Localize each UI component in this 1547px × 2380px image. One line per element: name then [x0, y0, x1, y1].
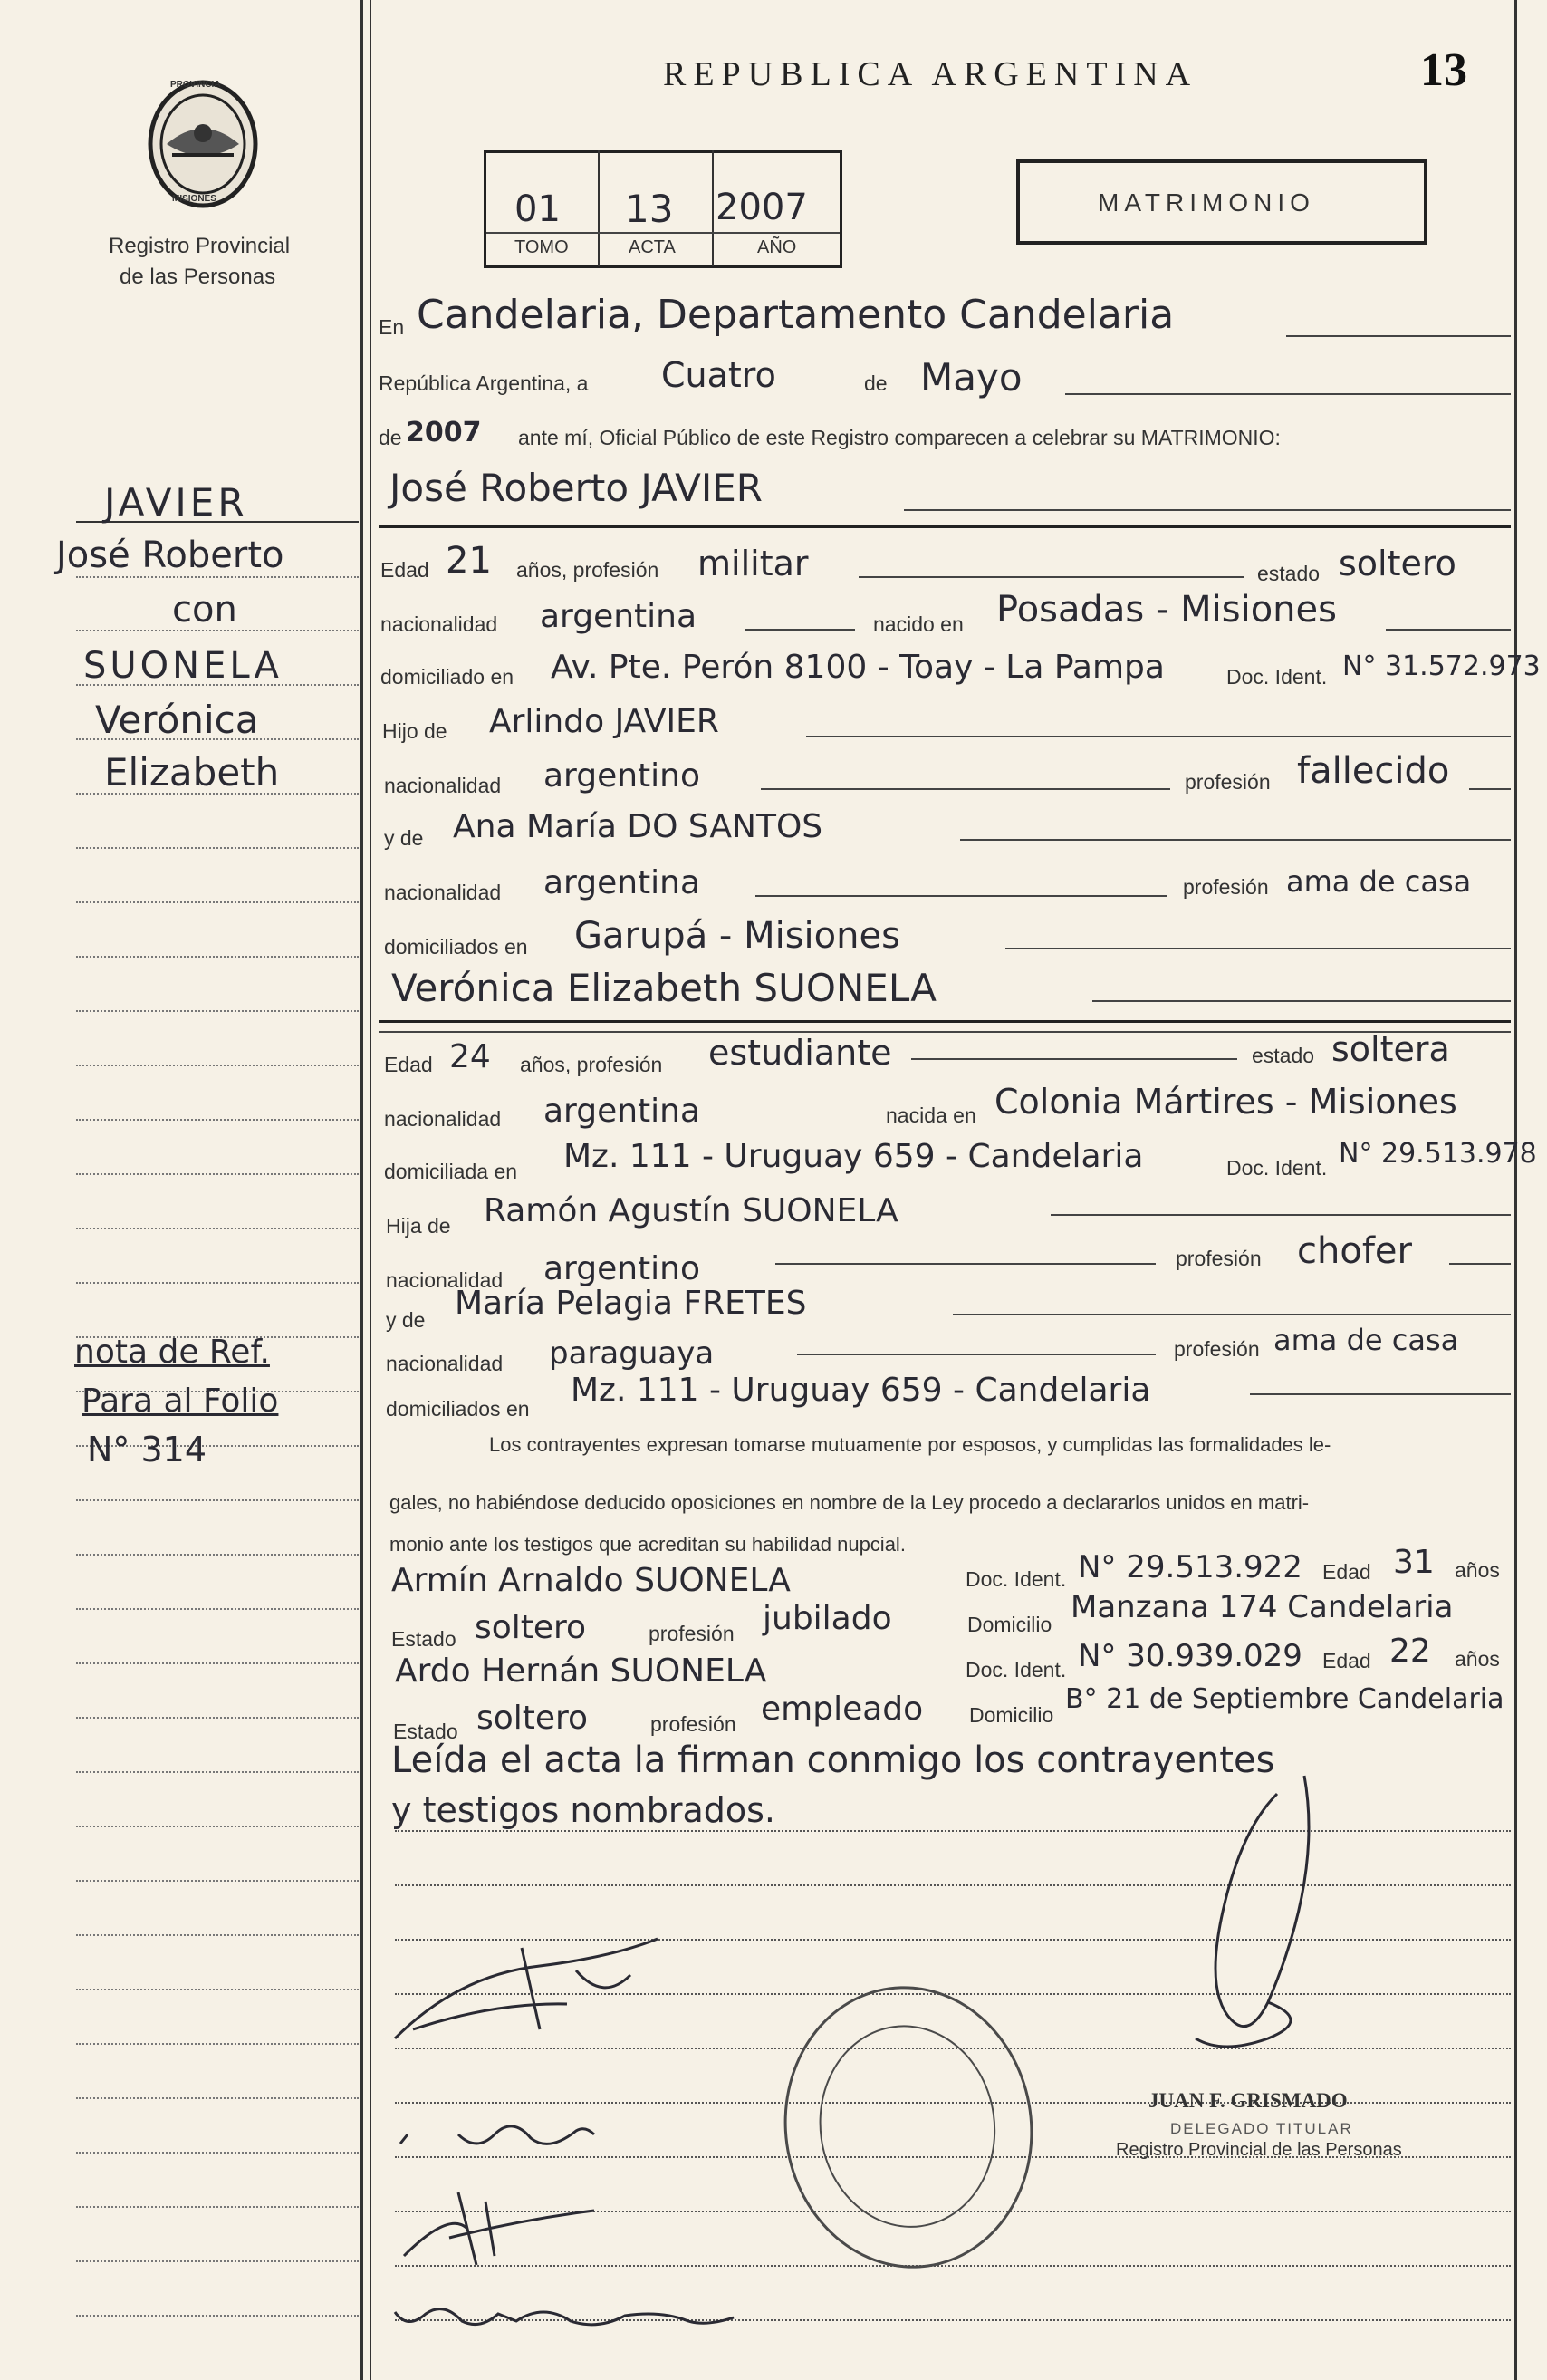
groom-padres-dom-label: domiciliados en	[384, 935, 528, 959]
margin-rule-11	[76, 1065, 359, 1066]
margin-rule-31	[76, 2152, 359, 2154]
signature-bride	[395, 2107, 621, 2162]
bride-madre-nac-label: nacionalidad	[386, 1352, 504, 1375]
document-type: MATRIMONIO	[1098, 188, 1315, 217]
witness1-profesion: jubilado	[763, 1600, 892, 1637]
bride-yde-label: y de	[386, 1308, 426, 1332]
margin-rule-27	[76, 1934, 359, 1936]
intro-statement: ante mí, Oficial Público de este Registro comparecen a celebrar su MATRIMONIO:	[518, 426, 1281, 449]
groom-padre-line	[806, 736, 1511, 737]
registry-name-line1: Registro Provincial	[109, 234, 291, 258]
page-number: 13	[1420, 44, 1467, 96]
intro-place-line	[1286, 335, 1511, 337]
groom-nacido-line	[1386, 629, 1511, 631]
record-box-label-line	[486, 232, 840, 234]
groom-edad: 21	[446, 540, 492, 582]
margin-rule-14	[76, 1228, 359, 1229]
margin-given-groom: José Roberto	[56, 535, 284, 576]
declaration-line2: gales, no habiéndose deducido oposiciones en nombre de la Ley procedo a declararlos unidos en matri-	[389, 1491, 1310, 1514]
witness2-edad-label: Edad	[1322, 1649, 1371, 1672]
intro-year-prefix: de	[379, 426, 402, 449]
tomo-value: 01	[514, 188, 561, 230]
closing-line2: y testigos nombrados.	[391, 1790, 775, 1830]
groom-yde-label: y de	[384, 826, 424, 850]
bride-madre-nac-line	[797, 1354, 1156, 1355]
seal-text-top: PROVINCIA	[170, 80, 221, 90]
margin-rule-10	[76, 1010, 359, 1012]
bride-padres-dom-label: domiciliados en	[386, 1397, 530, 1421]
ano-label: AÑO	[757, 237, 797, 257]
groom-estado: soltero	[1339, 544, 1456, 583]
closing-line1: Leída el acta la firman conmigo los contrayentes	[391, 1739, 1275, 1781]
margin-rule-2	[76, 576, 359, 578]
witness2-doc: N° 30.939.029	[1078, 1638, 1302, 1674]
margin-rule-23	[76, 1717, 359, 1719]
margin-rule-9	[76, 956, 359, 958]
witness2-doc-label: Doc. Ident.	[966, 1658, 1067, 1681]
margin-note-line2: Para al Folio	[82, 1383, 279, 1420]
margin-rule-21	[76, 1608, 359, 1610]
groom-madre-line	[960, 839, 1511, 841]
bride-doc: N° 29.513.978	[1339, 1138, 1537, 1170]
witness2-name: Ardo Hernán SUONELA	[395, 1653, 767, 1690]
groom-madre: Ana María DO SANTOS	[453, 808, 823, 845]
groom-nacionalidad: argentina	[540, 598, 697, 635]
margin-con: con	[172, 589, 237, 631]
groom-padre-prof-label: profesión	[1185, 770, 1271, 794]
witness2-prof-label: profesión	[650, 1712, 736, 1736]
witness1-dom-label: Domicilio	[967, 1613, 1052, 1636]
margin-rule-33	[76, 2260, 359, 2262]
bride-nacida-label: nacida en	[886, 1103, 976, 1127]
page-title: REPUBLICA ARGENTINA	[663, 55, 1198, 93]
witness1-name: Armín Arnaldo SUONELA	[391, 1562, 791, 1599]
groom-madre-nac-line	[755, 895, 1167, 897]
acta-label: ACTA	[629, 237, 676, 257]
intro-republica-label: República Argentina, a	[379, 371, 589, 395]
registry-name-line2: de las Personas	[120, 265, 276, 289]
margin-rule-30	[76, 2097, 359, 2099]
margin-note-line1: nota de Ref.	[74, 1334, 270, 1371]
page-edge-line	[1514, 0, 1517, 2380]
groom-nacido-label: nacido en	[873, 612, 964, 636]
groom-nac-line	[745, 629, 855, 631]
margin-rule-19	[76, 1499, 359, 1501]
groom-edad-label: Edad	[380, 558, 429, 582]
bride-domicilio: Mz. 111 - Uruguay 659 - Candelaria	[563, 1138, 1144, 1175]
groom-name: José Roberto JAVIER	[389, 466, 763, 510]
bride-madre-prof: ama de casa	[1273, 1323, 1459, 1357]
bride-doc-label: Doc. Ident.	[1226, 1156, 1328, 1180]
bride-padre-prof: chofer	[1297, 1230, 1412, 1272]
intro-year: 2007	[406, 417, 482, 448]
bride-padre-prof-label: profesión	[1176, 1247, 1262, 1270]
groom-padre-prof-line	[1469, 788, 1511, 790]
bride-name-line	[1092, 1000, 1511, 1002]
signature-witness2	[389, 2294, 752, 2339]
bride-edad: 24	[449, 1038, 491, 1075]
official-stamp-inner	[806, 2014, 1008, 2240]
bride-padre-line	[1051, 1214, 1511, 1216]
margin-rule-20	[76, 1554, 359, 1556]
margin-rule-13	[76, 1173, 359, 1175]
signature-groom	[386, 1921, 730, 2048]
intro-month: Mayo	[920, 355, 1023, 400]
margin-given-bride-b: Elizabeth	[104, 750, 280, 795]
seal-text-bottom: MISIONES	[172, 194, 216, 204]
groom-name-line	[904, 509, 1511, 511]
margin-given-bride-a: Verónica	[95, 698, 259, 742]
margin-rule-7	[76, 847, 359, 849]
groom-profesion: militar	[697, 544, 809, 583]
groom-doc-label: Doc. Ident.	[1226, 665, 1328, 689]
groom-domicilio: Av. Pte. Perón 8100 - Toay - La Pampa	[551, 649, 1165, 686]
margin-rule-8	[76, 901, 359, 903]
intro-place: Candelaria, Departamento Candelaria	[417, 292, 1175, 338]
margin-surname-groom: JAVIER	[104, 480, 248, 525]
margin-rule-25	[76, 1826, 359, 1827]
witness1-edad: 31	[1393, 1544, 1435, 1581]
declaration-line1: Los contrayentes expresan tomarse mutuamente por esposos, y cumplidas las formalidades le-	[489, 1433, 1331, 1456]
groom-madre-nac-label: nacionalidad	[384, 881, 502, 904]
groom-padre-prof: fallecido	[1297, 750, 1450, 792]
bride-profesion-line	[911, 1058, 1237, 1060]
bride-padre-nac-label: nacionalidad	[386, 1268, 504, 1292]
bride-madre-prof-label: profesión	[1174, 1337, 1260, 1361]
margin-divider-left	[360, 0, 363, 2380]
tomo-label: TOMO	[514, 237, 569, 257]
groom-padres-dom: Garupá - Misiones	[574, 915, 900, 957]
groom-padre-nac-line	[761, 788, 1170, 790]
groom-dom-label: domiciliado en	[380, 665, 514, 689]
bride-estado-label: estado	[1252, 1044, 1315, 1067]
witness1-domicilio: Manzana 174 Candelaria	[1071, 1589, 1454, 1625]
official-office: Registro Provincial de las Personas	[1116, 2140, 1402, 2160]
witness2-domicilio: B° 21 de Septiembre Candelaria	[1065, 1683, 1504, 1715]
bride-estado: soltera	[1331, 1029, 1450, 1069]
bride-madre: María Pelagia FRETES	[455, 1285, 807, 1322]
bride-dom-label: domiciliada en	[384, 1160, 518, 1183]
groom-padre-nac-label: nacionalidad	[384, 774, 502, 797]
bride-padres-dom: Mz. 111 - Uruguay 659 - Candelaria	[571, 1372, 1151, 1409]
bride-hija-label: Hija de	[386, 1214, 451, 1238]
witness1-edad-label: Edad	[1322, 1560, 1371, 1584]
bride-anos-prof-label: años, profesión	[520, 1053, 663, 1076]
bride-padre: Ramón Agustín SUONELA	[484, 1192, 898, 1229]
witness1-doc-label: Doc. Ident.	[966, 1567, 1067, 1591]
witness2-profesion: empleado	[761, 1691, 924, 1728]
margin-rule-24	[76, 1771, 359, 1773]
groom-nac-label: nacionalidad	[380, 612, 498, 636]
signature-official	[1168, 1767, 1350, 2075]
record-box-divider-2	[712, 150, 714, 266]
witness1-prof-label: profesión	[649, 1622, 735, 1645]
margin-divider-right	[370, 0, 371, 2380]
intro-de-label: de	[864, 371, 888, 395]
bride-padres-dom-line	[1250, 1393, 1511, 1395]
groom-anos-prof-label: años, profesión	[516, 558, 659, 582]
groom-doc: N° 31.572.973	[1342, 650, 1541, 682]
groom-profesion-line	[859, 576, 1244, 578]
margin-rule-22	[76, 1662, 359, 1664]
margin-rule-12	[76, 1119, 359, 1121]
bride-padre-nac: argentino	[543, 1250, 701, 1287]
groom-madre-prof-label: profesión	[1183, 875, 1269, 899]
ano-value: 2007	[716, 187, 808, 228]
bride-nac-label: nacionalidad	[384, 1107, 502, 1131]
witness1-doc: N° 29.513.922	[1078, 1549, 1302, 1585]
margin-note-line3: N° 314	[87, 1430, 207, 1469]
witness1-anos-label: años	[1455, 1558, 1500, 1582]
witness1-estado: soltero	[475, 1609, 587, 1646]
bride-madre-nac: paraguaya	[549, 1335, 715, 1372]
witness2-estado-label: Estado	[393, 1720, 458, 1743]
groom-estado-label: estado	[1257, 562, 1321, 585]
bride-name: Verónica Elizabeth SUONELA	[391, 966, 937, 1010]
intro-month-line	[1065, 393, 1511, 395]
margin-surname-bride: SUONELA	[83, 645, 283, 687]
margin-rule-28	[76, 1989, 359, 1990]
margin-rule-29	[76, 2043, 359, 2045]
groom-hijo-label: Hijo de	[382, 719, 447, 743]
official-name: JUAN F. GRISMADO	[1148, 2089, 1348, 2112]
witness2-estado: soltero	[476, 1700, 589, 1737]
registry-seal	[145, 77, 261, 211]
declaration-line3: monio ante los testigos que acreditan su habilidad nupcial.	[389, 1533, 906, 1556]
witness2-edad: 22	[1389, 1633, 1431, 1670]
bride-edad-label: Edad	[384, 1053, 433, 1076]
witness2-dom-label: Domicilio	[969, 1703, 1054, 1727]
bride-profesion: estudiante	[708, 1033, 892, 1073]
intro-day: Cuatro	[661, 355, 776, 395]
official-title: DELEGADO TITULAR	[1170, 2120, 1353, 2137]
bride-nacida-en: Colonia Mártires - Misiones	[994, 1082, 1457, 1122]
groom-section-rule	[379, 525, 1511, 528]
groom-padres-dom-line	[1005, 948, 1511, 949]
groom-madre-prof: ama de casa	[1286, 864, 1472, 899]
margin-rule-15	[76, 1282, 359, 1284]
record-box-divider-1	[598, 150, 600, 266]
bride-padre-nac-line	[775, 1263, 1156, 1265]
margin-rule-26	[76, 1880, 359, 1882]
groom-padre-nac: argentino	[543, 757, 701, 795]
witness1-estado-label: Estado	[391, 1627, 456, 1651]
bride-nacionalidad: argentina	[543, 1093, 701, 1130]
margin-rule-34	[76, 2315, 359, 2317]
bride-padre-prof-line	[1449, 1263, 1511, 1265]
bride-section-rule	[379, 1020, 1511, 1023]
intro-en-label: En	[379, 315, 405, 339]
official-stamp	[766, 1970, 1052, 2284]
witness2-anos-label: años	[1455, 1647, 1500, 1671]
groom-madre-nac: argentina	[543, 864, 701, 901]
signature-witness1	[395, 2174, 603, 2274]
bride-madre-line	[953, 1314, 1511, 1315]
acta-value: 13	[625, 187, 674, 231]
groom-nacido-en: Posadas - Misiones	[996, 589, 1337, 631]
groom-padre: Arlindo JAVIER	[489, 703, 719, 740]
margin-rule-32	[76, 2206, 359, 2208]
